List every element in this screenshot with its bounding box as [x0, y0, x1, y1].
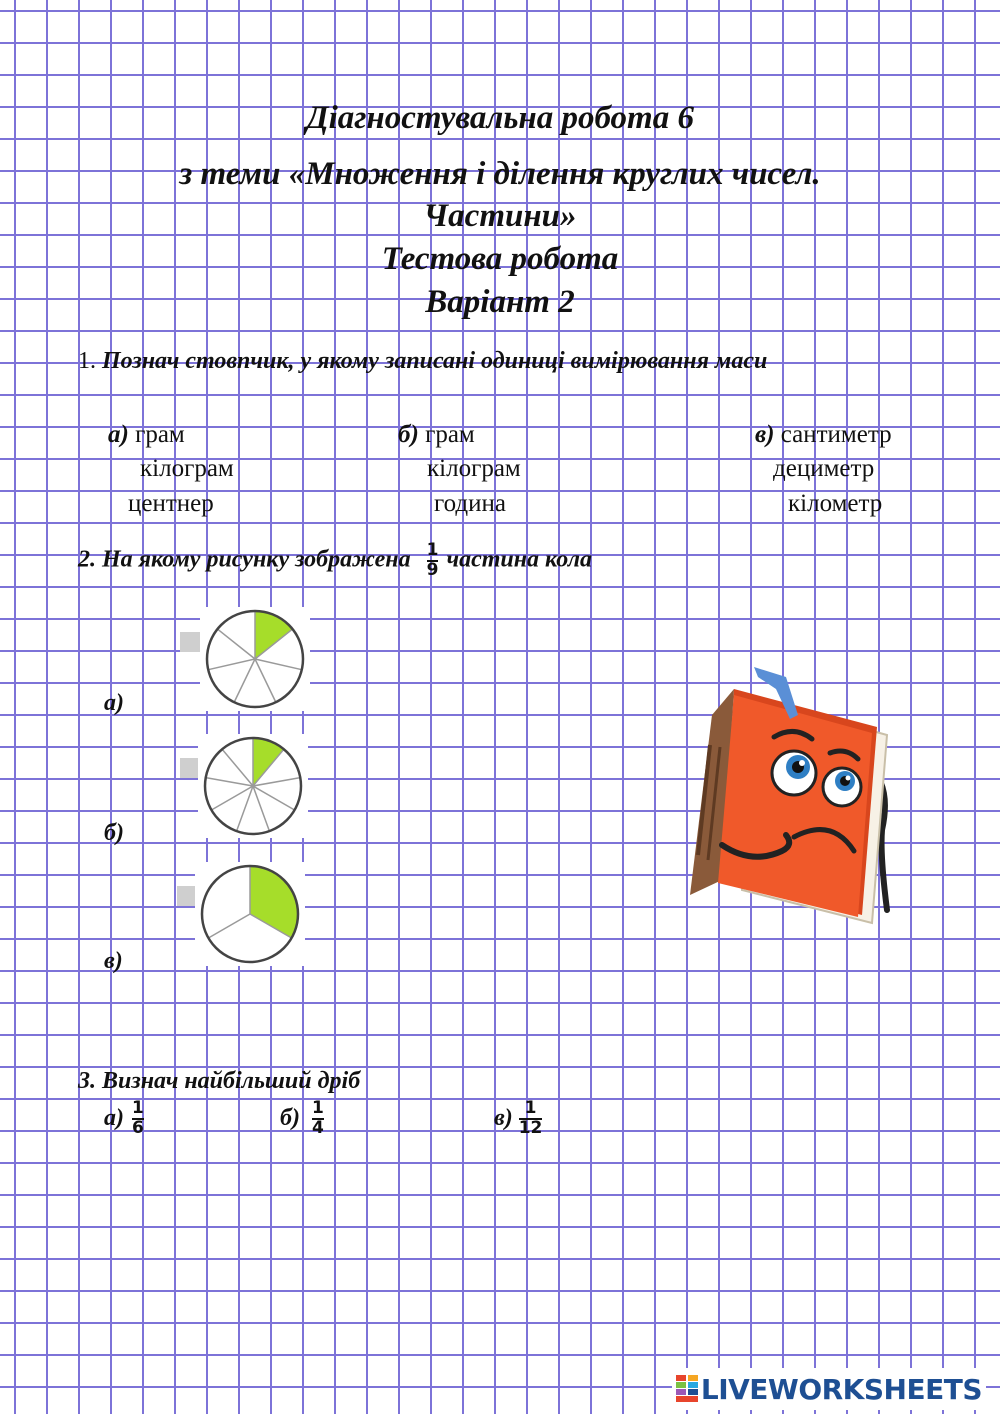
q3-option-b[interactable] [280, 1100, 324, 1138]
q2-option-a-circle-box [200, 607, 310, 711]
q3-option-a-num: 1 [132, 1098, 144, 1118]
q1-option-a[interactable] [108, 421, 185, 449]
q2-option-c-checkbox[interactable] [177, 886, 197, 906]
q2-option-a-checkbox[interactable] [180, 632, 200, 652]
liveworksheets-logo-icon [676, 1375, 698, 1403]
title-line-1: Діагностувальна робота 6 [306, 100, 694, 136]
q2-option-b-circle-box [198, 734, 308, 838]
title-line-4: Тестова робота [381, 241, 619, 277]
q3-option-a-fraction [132, 1100, 144, 1138]
q3-option-b-den: 4 [311, 1117, 324, 1138]
q3-option-c-den: 12 [518, 1117, 543, 1138]
q3-option-c-letter: в) [494, 1105, 513, 1132]
circle-divider-line [255, 659, 302, 670]
q3-option-c-fraction [519, 1100, 543, 1138]
q3-option-a[interactable] [104, 1100, 144, 1138]
circle-divider-line [234, 659, 255, 702]
q1-option-b-item-2: кілограм [427, 455, 521, 482]
q1-option-c-item-1: сантиметр [780, 421, 892, 448]
circle-shaded-segment [255, 611, 293, 659]
q2-option-b-label[interactable]: б) [104, 820, 124, 846]
circle-divider-line [208, 659, 255, 670]
q1-option-b-item-1: грам [425, 421, 475, 448]
book-character-icon [682, 655, 922, 935]
question-1-text: Познач стовпчик, у якому записані одиниці вимірювання маси [102, 348, 768, 374]
q1-option-c-letter: в) [755, 421, 775, 448]
q3-option-b-num: 1 [311, 1098, 324, 1118]
circle-9-parts-icon [198, 734, 308, 838]
q2-option-b-checkbox[interactable] [180, 758, 200, 778]
q3-option-a-letter: а) [104, 1105, 124, 1132]
q2-option-c-label[interactable]: в) [104, 948, 123, 974]
q2-option-c-circle-box [195, 862, 305, 966]
q3-option-b-fraction [312, 1100, 324, 1138]
question-3-text: 3. Визнач найбільший дріб [78, 1068, 361, 1094]
question-2-fraction-den: 9 [426, 559, 439, 580]
question-2-fraction-num: 1 [426, 540, 439, 560]
circle-divider-line [253, 786, 269, 831]
circle-divider-line [237, 786, 253, 831]
circle-divider-line [222, 749, 253, 786]
q3-option-c[interactable] [494, 1100, 542, 1138]
circle-divider-line [211, 786, 253, 810]
question-1 [78, 348, 767, 375]
q1-option-b-item-3: година [434, 490, 506, 517]
title-line-5: Варіант 2 [425, 284, 575, 320]
q3-option-c-num: 1 [524, 1098, 537, 1118]
circle-divider-line [208, 914, 250, 938]
q1-option-c-item-2: дециметр [773, 455, 875, 482]
title-line-2: з теми «Множення і ділення круглих чисел. [179, 156, 821, 192]
circle-divider-line [217, 629, 255, 659]
circle-divider-line [253, 778, 300, 786]
question-2-text-after: частина кола [446, 546, 593, 573]
question-2 [78, 542, 592, 580]
circle-divider-line [206, 778, 253, 786]
liveworksheets-logo [672, 1368, 986, 1410]
question-2-text-before: 2. На якому рисунку зображена [78, 546, 411, 573]
circle-3-parts-icon [195, 862, 305, 966]
q1-option-a-item-3: центнер [128, 490, 214, 517]
liveworksheets-logo-text: LIVEWORKSHEETS [700, 1372, 982, 1406]
q2-option-a-label[interactable]: а) [104, 690, 124, 716]
circle-divider-line [255, 659, 276, 702]
q1-option-a-item-1: грам [135, 421, 185, 448]
q1-option-b-letter: б) [398, 421, 419, 448]
question-2-fraction [427, 542, 439, 580]
q1-option-c[interactable] [755, 421, 892, 449]
circle-divider-line [253, 786, 295, 810]
q1-option-a-letter: а) [108, 421, 129, 448]
q3-option-b-letter: б) [280, 1105, 300, 1132]
q3-option-a-den: 6 [132, 1117, 144, 1138]
q1-option-b[interactable] [398, 421, 475, 449]
title-line-3: Частини» [423, 198, 577, 234]
q1-option-c-item-3: кілометр [788, 490, 883, 517]
circle-7-parts-icon [200, 607, 310, 711]
question-1-number: 1. [78, 348, 96, 374]
q1-option-a-item-2: кілограм [140, 455, 234, 482]
